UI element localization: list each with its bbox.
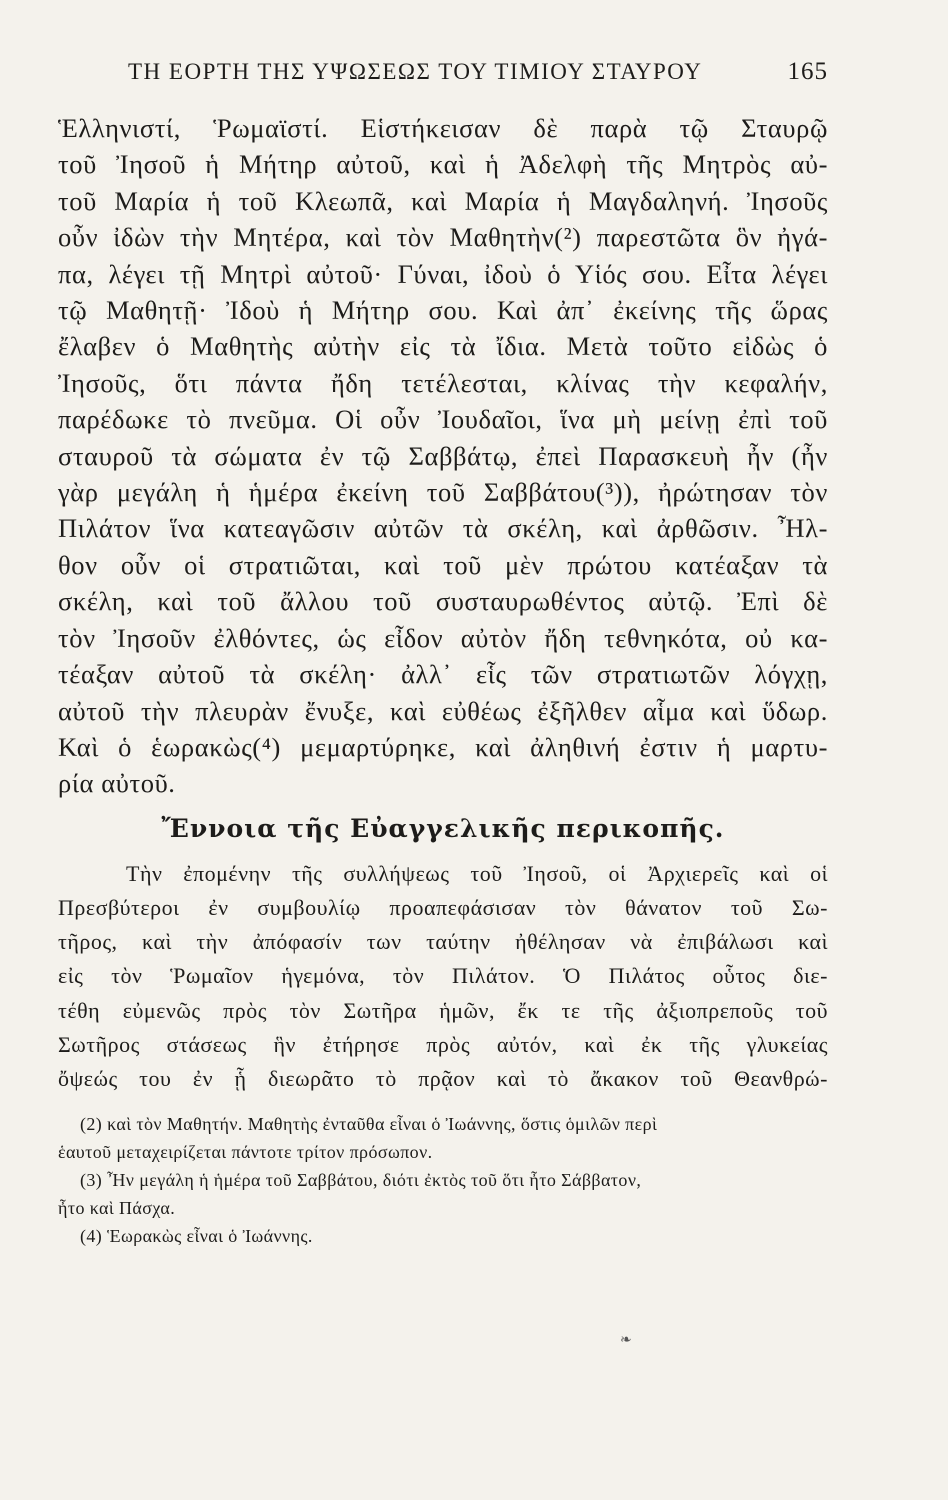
page-number: 165: [787, 58, 828, 85]
footnote-3-cont: ἦτο καὶ Πάσχα.: [58, 1198, 176, 1219]
section-title: Ἔννοια τῆς Εὐαγγελικῆς περικοπῆς.: [161, 813, 725, 843]
text-line: τοῦ Ἰησοῦ ἡ Μήτηρ αὐτοῦ, καὶ ἡ Ἀδελφὴ τῆς Μητρὸς αὐ-: [58, 149, 828, 180]
text-line: τὸν Ἰησοῦν ἐλθόντες, ὡς εἶδον αὐτὸν ἤδη τεθνηκότα, οὐ κα-: [58, 622, 828, 653]
text-line: Πιλάτον ἵνα κατεαγῶσιν αὐτῶν τὰ σκέλη, καὶ ἀρθῶσιν. Ἦλ-: [58, 513, 828, 544]
text-line: τῷ Μαθητῇ· Ἰδοὺ ἡ Μήτηρ σου. Καὶ ἀπ᾽ ἐκείνης τῆς ὥρας: [58, 295, 828, 326]
text-line: σκέλη, καὶ τοῦ ἄλλου τοῦ συσταυρωθέντος αὐτῷ. Ἐπὶ δὲ: [58, 586, 828, 617]
text-line: θον οὖν οἱ στρατιῶται, καὶ τοῦ μὲν πρώτου κατέαξαν τὰ: [58, 549, 828, 580]
footnote-2-cont: ἑαυτοῦ μεταχειρίζεται πάντοτε τρίτον πρόσωπον.: [58, 1142, 433, 1163]
text-line: Καὶ ὁ ἑωρακὼς(⁴) μεμαρτύρηκε, καὶ ἀληθινή ἐστιν ἡ μαρτυ-: [58, 731, 828, 762]
text-line: οὖν ἰδὼν τὴν Μητέρα, καὶ τὸν Μαθητὴν(²) παρεστῶτα ὃν ἠγά-: [58, 222, 828, 253]
text-line: γὰρ μεγάλη ἡ ἡμέρα ἐκείνη τοῦ Σαββάτου(³)), ἠρώτησαν τὸν: [58, 477, 828, 508]
text-line: ἔλαβεν ὁ Μαθητὴς αὐτὴν εἰς τὰ ἴδια. Μετὰ τοῦτο εἰδὼς ὁ: [58, 331, 828, 362]
text-line: Τὴν ἐπομένην τῆς συλλήψεως τοῦ Ἰησοῦ, οἱ Ἀρχιερεῖς καὶ οἱ: [126, 860, 828, 886]
text-line: τέαξαν αὐτοῦ τὰ σκέλη· ἀλλ᾽ εἷς τῶν στρατιωτῶν λόγχῃ,: [58, 659, 828, 690]
footnotes: [58, 1110, 828, 1250]
text-line: τέθη εὐμενῶς πρὸς τὸν Σωτῆρα ἡμῶν, ἔκ τε τῆς ἀξιοπρεποῦς τοῦ: [58, 997, 828, 1023]
footnote-4: (4) Ἑωρακὼς εἶναι ὁ Ἰωάννης.: [80, 1226, 313, 1247]
footnote-3: (3) Ἦν μεγάλη ἡ ἡμέρα τοῦ Σαββάτου, διότι ἐκτὸς τοῦ ὅτι ἦτο Σάββατον,: [80, 1170, 642, 1191]
text-line: ὄψεώς του ἐν ᾗ διεωρᾶτο τὸ πρᾷον καὶ τὸ ἄκακον τοῦ Θεανθρώ-: [58, 1065, 828, 1091]
gospel-passage: [58, 110, 828, 802]
book-page: [58, 58, 828, 1458]
footnote-2: (2) καὶ τὸν Μαθητήν. Μαθητὴς ἐνταῦθα εἶναι ὁ Ἰωάννης, ὅστις ὁμιλῶν περὶ: [80, 1114, 658, 1135]
text-line: Πρεσβύτεροι ἐν συμβουλίῳ προαπεφάσισαν τὸν θάνατον τοῦ Σω-: [58, 894, 828, 920]
text-line: Ἑλληνιστί, Ῥωμαϊστί. Εἱστήκεισαν δὲ παρὰ τῷ Σταυρῷ: [58, 113, 828, 143]
text-line: Σωτῆρος στάσεως ἣν ἐτήρησε πρὸς αὐτόν, καὶ ἐκ τῆς γλυκείας: [58, 1031, 828, 1057]
text-line: εἰς τὸν Ῥωμαῖον ἡγεμόνα, τὸν Πιλάτον. Ὁ Πιλάτος οὗτος διε-: [58, 963, 828, 989]
text-line: Ἰησοῦς, ὅτι πάντα ἤδη τετέλεσται, κλίνας τὴν κεφαλήν,: [58, 367, 828, 398]
text-line: πα, λέγει τῇ Μητρὶ αὐτοῦ· Γύναι, ἰδοὺ ὁ Υἱός σου. Εἶτα λέγει: [58, 258, 828, 289]
text-line: τοῦ Μαρία ἡ τοῦ Κλεωπᾶ, καὶ Μαρία ἡ Μαγδαληνή. Ἰησοῦς: [58, 185, 828, 216]
text-line: ρία αὐτοῦ.: [58, 768, 176, 799]
printer-mark-icon: ❧: [620, 1332, 632, 1348]
text-line: σταυροῦ τὰ σώματα ἐν τῷ Σαββάτῳ, ἐπεὶ Παρασκευὴ ἦν (ἦν: [58, 440, 828, 471]
text-line: παρέδωκε τὸ πνεῦμα. Οἱ οὖν Ἰουδαῖοι, ἵνα μὴ μείνῃ ἐπὶ τοῦ: [58, 404, 828, 435]
running-head: [58, 58, 828, 102]
commentary-paragraph: [58, 857, 828, 1096]
running-head-title: ΤΗ ΕΟΡΤΗ ΤΗΣ ΥΨΩΣΕΩΣ ΤΟΥ ΤΙΜΙΟΥ ΣΤΑΥΡΟΥ: [128, 59, 703, 84]
text-line: αὐτοῦ τὴν πλευρὰν ἔνυξε, καὶ εὐθέως ἐξῆλθεν αἷμα καὶ ὕδωρ.: [58, 695, 828, 726]
text-line: τῆρος, καὶ τὴν ἀπόφασίν των ταύτην ἠθέλησαν νὰ ἐπιβάλωσι καὶ: [58, 929, 828, 955]
